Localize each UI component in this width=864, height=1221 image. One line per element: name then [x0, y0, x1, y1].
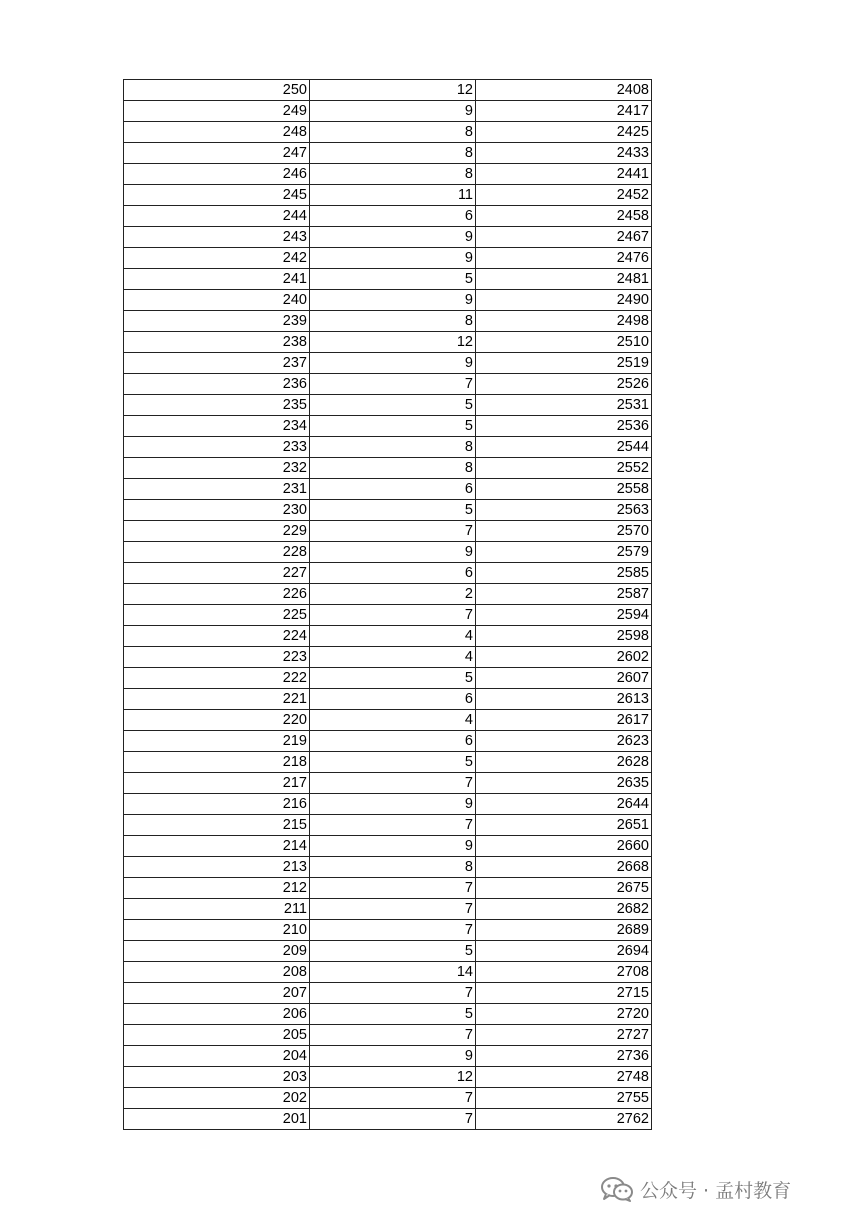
score-cell: 248 [124, 122, 310, 143]
table-row [124, 164, 652, 185]
count-cell: 5 [310, 1004, 476, 1025]
cumulative-cell: 2552 [476, 458, 652, 479]
table-row [124, 332, 652, 353]
score-cell: 249 [124, 101, 310, 122]
count-cell: 8 [310, 857, 476, 878]
count-cell: 7 [310, 773, 476, 794]
table-row [124, 1025, 652, 1046]
table-row [124, 836, 652, 857]
count-cell: 2 [310, 584, 476, 605]
table-row [124, 227, 652, 248]
count-cell: 12 [310, 1067, 476, 1088]
score-cell: 229 [124, 521, 310, 542]
score-cell: 233 [124, 437, 310, 458]
score-cell: 247 [124, 143, 310, 164]
cumulative-cell: 2675 [476, 878, 652, 899]
score-cell: 226 [124, 584, 310, 605]
count-cell: 4 [310, 710, 476, 731]
count-cell: 12 [310, 332, 476, 353]
score-cell: 205 [124, 1025, 310, 1046]
count-cell: 6 [310, 731, 476, 752]
cumulative-cell: 2570 [476, 521, 652, 542]
watermark-text: 公众号 · 孟村教育 [640, 1179, 792, 1202]
table-row [124, 899, 652, 920]
table-row [124, 1088, 652, 1109]
score-cell: 207 [124, 983, 310, 1004]
cumulative-cell: 2531 [476, 395, 652, 416]
table-row [124, 920, 652, 941]
table-row [124, 773, 652, 794]
score-cell: 214 [124, 836, 310, 857]
table-row [124, 941, 652, 962]
count-cell: 7 [310, 605, 476, 626]
table-row [124, 521, 652, 542]
count-cell: 14 [310, 962, 476, 983]
cumulative-cell: 2598 [476, 626, 652, 647]
table-row [124, 731, 652, 752]
table-row [124, 143, 652, 164]
table-row [124, 752, 652, 773]
cumulative-cell: 2755 [476, 1088, 652, 1109]
score-cell: 240 [124, 290, 310, 311]
cumulative-cell: 2727 [476, 1025, 652, 1046]
score-cell: 216 [124, 794, 310, 815]
cumulative-cell: 2660 [476, 836, 652, 857]
score-cell: 234 [124, 416, 310, 437]
count-cell: 5 [310, 269, 476, 290]
cumulative-cell: 2748 [476, 1067, 652, 1088]
table-row [124, 1046, 652, 1067]
cumulative-cell: 2617 [476, 710, 652, 731]
score-cell: 242 [124, 248, 310, 269]
count-cell: 5 [310, 395, 476, 416]
count-cell: 6 [310, 563, 476, 584]
cumulative-cell: 2417 [476, 101, 652, 122]
table-row [124, 584, 652, 605]
table-row [124, 269, 652, 290]
cumulative-cell: 2458 [476, 206, 652, 227]
count-cell: 7 [310, 920, 476, 941]
score-cell: 201 [124, 1109, 310, 1130]
score-table-body [124, 80, 652, 1130]
cumulative-cell: 2579 [476, 542, 652, 563]
table-row [124, 500, 652, 521]
score-cell: 241 [124, 269, 310, 290]
score-cell: 217 [124, 773, 310, 794]
table-row [124, 626, 652, 647]
score-cell: 215 [124, 815, 310, 836]
table-row [124, 311, 652, 332]
count-cell: 8 [310, 164, 476, 185]
cumulative-cell: 2476 [476, 248, 652, 269]
score-table [123, 79, 652, 1130]
count-cell: 8 [310, 437, 476, 458]
cumulative-cell: 2408 [476, 80, 652, 101]
score-cell: 236 [124, 374, 310, 395]
table-row [124, 374, 652, 395]
table-row [124, 878, 652, 899]
table-row [124, 647, 652, 668]
table-row [124, 101, 652, 122]
watermark [600, 1175, 791, 1203]
table-row [124, 206, 652, 227]
score-cell: 244 [124, 206, 310, 227]
count-cell: 9 [310, 1046, 476, 1067]
count-cell: 11 [310, 185, 476, 206]
score-cell: 208 [124, 962, 310, 983]
count-cell: 9 [310, 794, 476, 815]
score-cell: 238 [124, 332, 310, 353]
cumulative-cell: 2519 [476, 353, 652, 374]
cumulative-cell: 2644 [476, 794, 652, 815]
cumulative-cell: 2433 [476, 143, 652, 164]
score-cell: 213 [124, 857, 310, 878]
score-cell: 250 [124, 80, 310, 101]
score-cell: 222 [124, 668, 310, 689]
count-cell: 12 [310, 80, 476, 101]
count-cell: 9 [310, 542, 476, 563]
count-cell: 5 [310, 941, 476, 962]
score-cell: 219 [124, 731, 310, 752]
table-row [124, 458, 652, 479]
cumulative-cell: 2668 [476, 857, 652, 878]
count-cell: 8 [310, 458, 476, 479]
table-row [124, 353, 652, 374]
wechat-icon [600, 1176, 634, 1202]
table-row [124, 416, 652, 437]
table-row [124, 437, 652, 458]
count-cell: 8 [310, 311, 476, 332]
score-cell: 239 [124, 311, 310, 332]
count-cell: 7 [310, 983, 476, 1004]
table-row [124, 668, 652, 689]
cumulative-cell: 2481 [476, 269, 652, 290]
count-cell: 5 [310, 500, 476, 521]
table-row [124, 185, 652, 206]
count-cell: 7 [310, 899, 476, 920]
count-cell: 7 [310, 815, 476, 836]
cumulative-cell: 2651 [476, 815, 652, 836]
count-cell: 7 [310, 521, 476, 542]
count-cell: 8 [310, 143, 476, 164]
score-cell: 210 [124, 920, 310, 941]
count-cell: 9 [310, 227, 476, 248]
score-cell: 202 [124, 1088, 310, 1109]
count-cell: 7 [310, 1109, 476, 1130]
count-cell: 6 [310, 206, 476, 227]
score-cell: 235 [124, 395, 310, 416]
cumulative-cell: 2602 [476, 647, 652, 668]
cumulative-cell: 2467 [476, 227, 652, 248]
cumulative-cell: 2607 [476, 668, 652, 689]
score-cell: 212 [124, 878, 310, 899]
cumulative-cell: 2536 [476, 416, 652, 437]
score-cell: 224 [124, 626, 310, 647]
count-cell: 5 [310, 416, 476, 437]
score-cell: 228 [124, 542, 310, 563]
score-cell: 245 [124, 185, 310, 206]
cumulative-cell: 2682 [476, 899, 652, 920]
cumulative-cell: 2558 [476, 479, 652, 500]
table-row [124, 1004, 652, 1025]
count-cell: 8 [310, 122, 476, 143]
cumulative-cell: 2762 [476, 1109, 652, 1130]
cumulative-cell: 2425 [476, 122, 652, 143]
table-row [124, 248, 652, 269]
score-cell: 218 [124, 752, 310, 773]
count-cell: 9 [310, 836, 476, 857]
count-cell: 7 [310, 374, 476, 395]
cumulative-cell: 2594 [476, 605, 652, 626]
count-cell: 6 [310, 689, 476, 710]
count-cell: 6 [310, 479, 476, 500]
cumulative-cell: 2736 [476, 1046, 652, 1067]
cumulative-cell: 2623 [476, 731, 652, 752]
score-cell: 206 [124, 1004, 310, 1025]
table-row [124, 983, 652, 1004]
score-cell: 220 [124, 710, 310, 731]
table-row [124, 542, 652, 563]
table-row [124, 80, 652, 101]
table-row [124, 605, 652, 626]
table-row [124, 1109, 652, 1130]
score-cell: 223 [124, 647, 310, 668]
cumulative-cell: 2563 [476, 500, 652, 521]
table-row [124, 122, 652, 143]
score-cell: 211 [124, 899, 310, 920]
table-row [124, 962, 652, 983]
table-row [124, 395, 652, 416]
cumulative-cell: 2490 [476, 290, 652, 311]
table-row [124, 1067, 652, 1088]
score-cell: 203 [124, 1067, 310, 1088]
count-cell: 9 [310, 101, 476, 122]
cumulative-cell: 2585 [476, 563, 652, 584]
cumulative-cell: 2510 [476, 332, 652, 353]
cumulative-cell: 2452 [476, 185, 652, 206]
table-row [124, 710, 652, 731]
score-cell: 204 [124, 1046, 310, 1067]
count-cell: 7 [310, 1025, 476, 1046]
score-cell: 209 [124, 941, 310, 962]
count-cell: 7 [310, 1088, 476, 1109]
score-cell: 227 [124, 563, 310, 584]
count-cell: 9 [310, 353, 476, 374]
score-cell: 231 [124, 479, 310, 500]
table-row [124, 857, 652, 878]
count-cell: 5 [310, 668, 476, 689]
cumulative-cell: 2708 [476, 962, 652, 983]
count-cell: 7 [310, 878, 476, 899]
score-cell: 221 [124, 689, 310, 710]
count-cell: 4 [310, 647, 476, 668]
cumulative-cell: 2635 [476, 773, 652, 794]
cumulative-cell: 2587 [476, 584, 652, 605]
table-row [124, 815, 652, 836]
count-cell: 4 [310, 626, 476, 647]
cumulative-cell: 2715 [476, 983, 652, 1004]
table-row [124, 689, 652, 710]
count-cell: 5 [310, 752, 476, 773]
count-cell: 9 [310, 290, 476, 311]
table-row [124, 290, 652, 311]
cumulative-cell: 2544 [476, 437, 652, 458]
cumulative-cell: 2720 [476, 1004, 652, 1025]
score-cell: 243 [124, 227, 310, 248]
score-cell: 230 [124, 500, 310, 521]
cumulative-cell: 2526 [476, 374, 652, 395]
cumulative-cell: 2628 [476, 752, 652, 773]
cumulative-cell: 2689 [476, 920, 652, 941]
score-cell: 232 [124, 458, 310, 479]
cumulative-cell: 2694 [476, 941, 652, 962]
cumulative-cell: 2613 [476, 689, 652, 710]
table-row [124, 479, 652, 500]
cumulative-cell: 2498 [476, 311, 652, 332]
cumulative-cell: 2441 [476, 164, 652, 185]
table-row [124, 563, 652, 584]
score-cell: 237 [124, 353, 310, 374]
score-cell: 246 [124, 164, 310, 185]
score-cell: 225 [124, 605, 310, 626]
table-row [124, 794, 652, 815]
count-cell: 9 [310, 248, 476, 269]
